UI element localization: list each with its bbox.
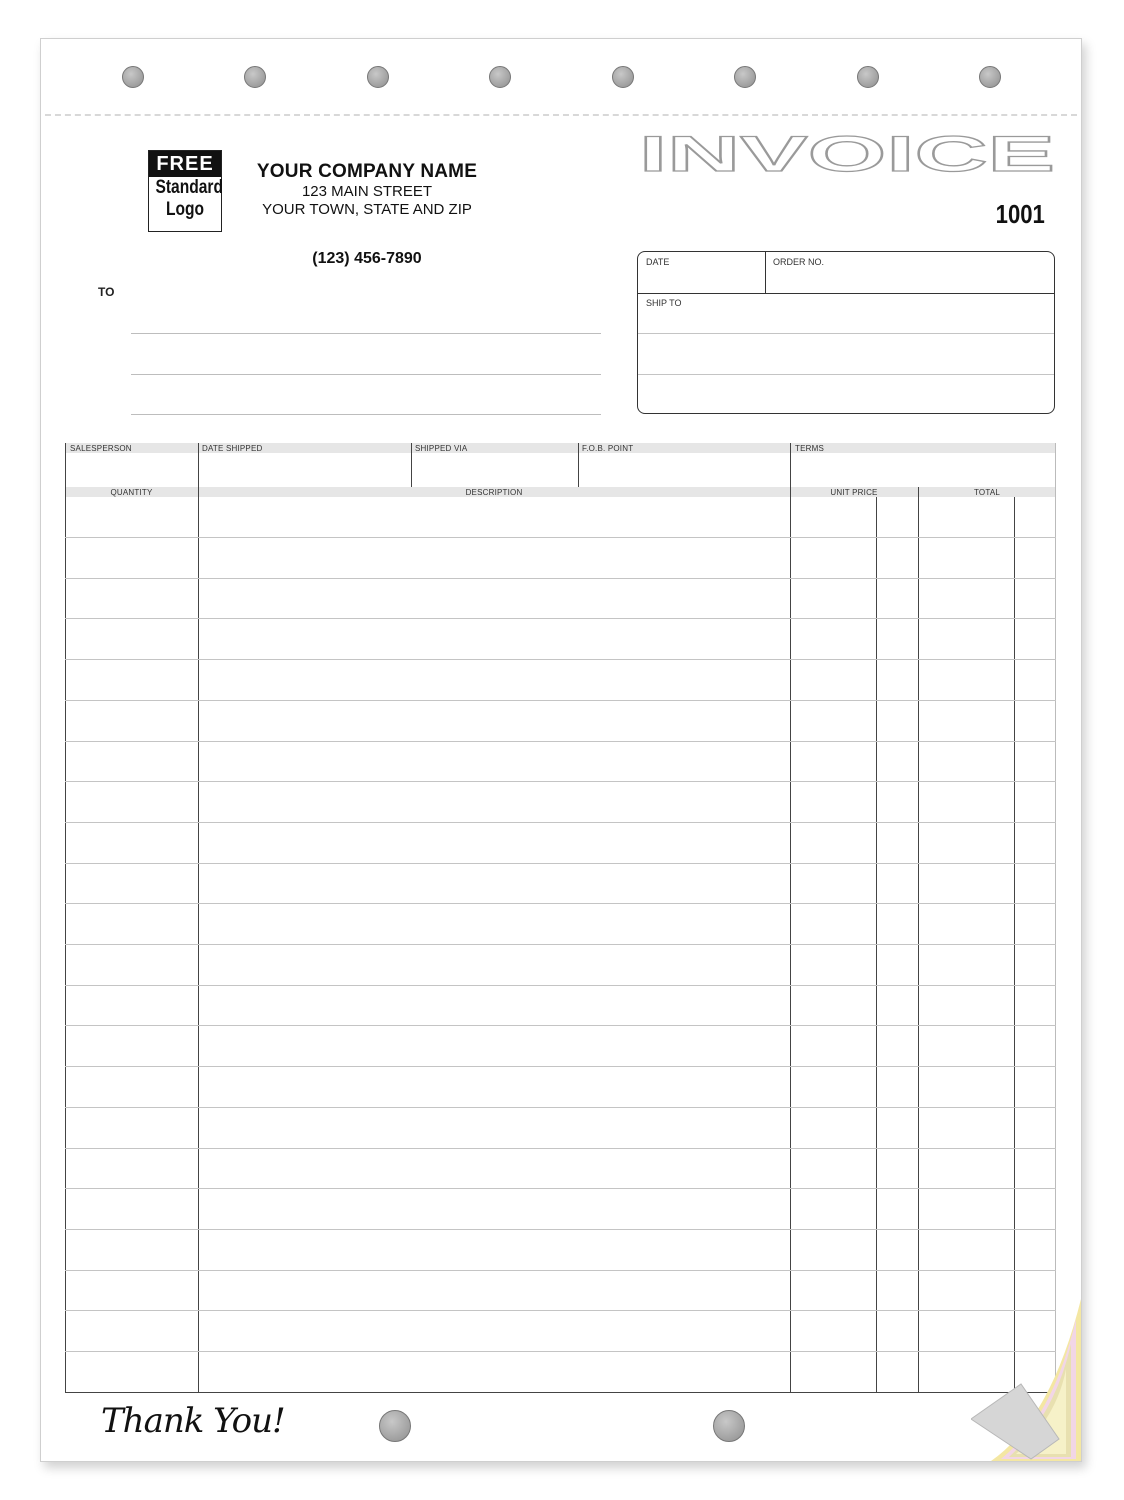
logo-free-badge: FREE <box>149 151 221 177</box>
table-row[interactable] <box>65 1351 1056 1352</box>
binding-hole <box>367 66 389 88</box>
table-border-left <box>65 443 66 1393</box>
info-divider <box>578 443 579 487</box>
invoice-number: 1001 <box>995 199 1045 229</box>
date-label: DATE <box>646 257 670 267</box>
fob-point-header: F.O.B. POINT <box>582 444 634 453</box>
ship-box-rule <box>638 293 1054 294</box>
table-row[interactable] <box>65 1107 1056 1108</box>
to-address-line[interactable] <box>131 414 601 415</box>
unit-price-divider <box>918 487 919 1393</box>
logo-line-2: Logo <box>165 199 205 220</box>
table-border-right <box>1055 443 1056 1393</box>
logo-placeholder <box>148 150 222 232</box>
company-city: YOUR TOWN, STATE AND ZIP <box>262 201 472 218</box>
binding-hole <box>244 66 266 88</box>
table-row[interactable] <box>65 985 1056 986</box>
binding-hole <box>713 1410 745 1442</box>
ship-box-divider <box>765 252 766 293</box>
order-no-label: ORDER NO. <box>773 257 825 267</box>
terms-header: TERMS <box>795 444 824 453</box>
table-row[interactable] <box>65 1229 1056 1230</box>
table-row[interactable] <box>65 1025 1056 1026</box>
table-row[interactable] <box>65 903 1056 904</box>
table-row[interactable] <box>65 1066 1056 1067</box>
date-shipped-header: DATE SHIPPED <box>202 444 263 453</box>
company-street: 123 MAIN STREET <box>301 183 433 200</box>
binding-hole <box>979 66 1001 88</box>
table-row[interactable] <box>65 741 1056 742</box>
binding-hole <box>379 1410 411 1442</box>
binding-hole <box>857 66 879 88</box>
perforation-line <box>45 114 1077 116</box>
company-info <box>227 161 507 219</box>
to-address-line[interactable] <box>131 333 601 334</box>
total-cents-divider <box>1014 497 1015 1393</box>
table-row[interactable] <box>65 578 1056 579</box>
invoice-title-text: INVOICE <box>639 131 1055 177</box>
info-divider <box>411 443 412 487</box>
binding-hole <box>489 66 511 88</box>
table-row[interactable] <box>65 1310 1056 1311</box>
to-address-line[interactable] <box>131 374 601 375</box>
table-row[interactable] <box>65 537 1056 538</box>
unit-price-cents-divider <box>876 497 877 1393</box>
ship-to-line[interactable] <box>638 374 1054 375</box>
page-curl-corner <box>971 1299 1081 1461</box>
company-name: YOUR COMPANY NAME <box>256 161 478 182</box>
binding-hole <box>612 66 634 88</box>
unit-price-header: UNIT PRICE <box>830 488 878 497</box>
table-row[interactable] <box>65 1188 1056 1189</box>
description-divider <box>790 443 791 1393</box>
table-row[interactable] <box>65 1270 1056 1271</box>
salesperson-header: SALESPERSON <box>70 444 132 453</box>
binding-hole <box>122 66 144 88</box>
invoice-sheet <box>40 38 1082 1462</box>
table-row[interactable] <box>65 944 1056 945</box>
company-phone: (123) 456-7890 <box>312 250 422 267</box>
table-row[interactable] <box>65 822 1056 823</box>
invoice-title <box>637 131 1057 177</box>
ship-to-line[interactable] <box>638 333 1054 334</box>
table-row[interactable] <box>65 659 1056 660</box>
ship-to-label: SHIP TO <box>646 298 682 308</box>
ship-info-box <box>637 251 1055 414</box>
total-header: TOTAL <box>973 488 1001 497</box>
line-items-table <box>65 443 1056 1393</box>
table-row[interactable] <box>65 781 1056 782</box>
table-row[interactable] <box>65 700 1056 701</box>
quantity-divider <box>198 443 199 1393</box>
to-label: TO <box>98 285 115 299</box>
table-row[interactable] <box>65 863 1056 864</box>
description-header: DESCRIPTION <box>465 488 523 497</box>
logo-line-1: Standard <box>155 177 224 198</box>
table-border-bottom <box>65 1392 1056 1393</box>
binding-hole <box>734 66 756 88</box>
quantity-header: QUANTITY <box>110 488 153 497</box>
table-row[interactable] <box>65 618 1056 619</box>
table-row[interactable] <box>65 1148 1056 1149</box>
shipped-via-header: SHIPPED VIA <box>415 444 468 453</box>
thank-you-signature: Thank You! <box>101 1401 285 1441</box>
